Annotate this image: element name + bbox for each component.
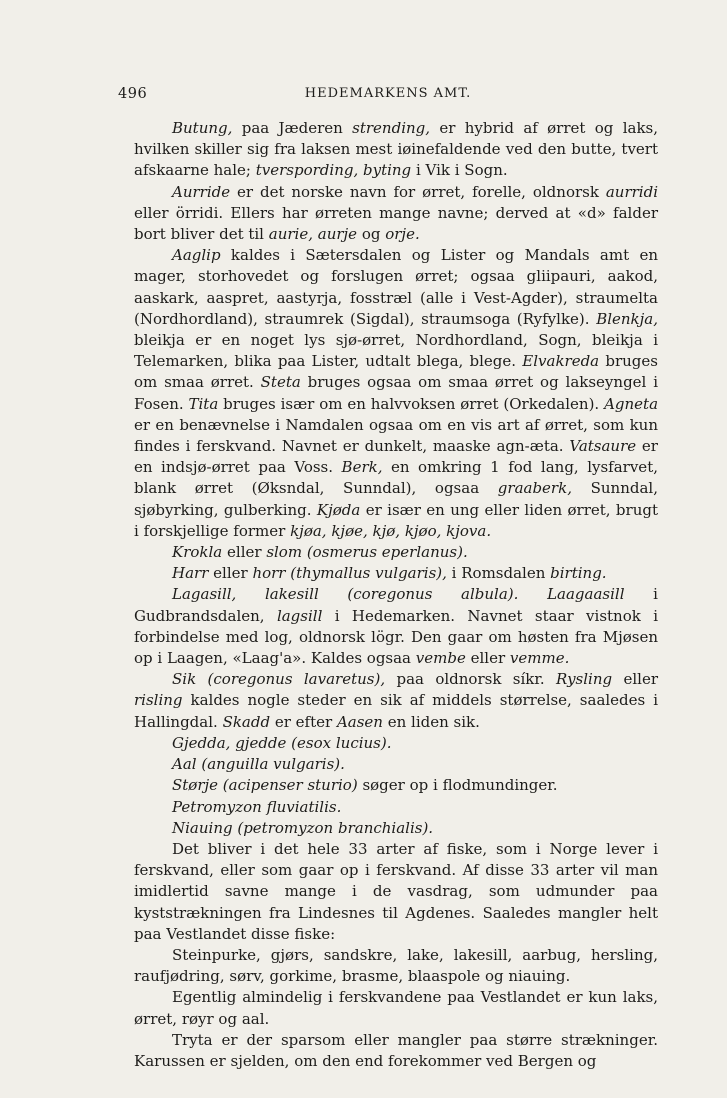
text-run: eller — [208, 564, 253, 583]
italic-term: risling — [134, 691, 183, 710]
paragraph — [134, 839, 658, 945]
italic-term: Kjøda — [316, 500, 361, 519]
italic-term: Niauing (petromyzon branchialis). — [172, 818, 434, 837]
italic-term: Berk, — [341, 458, 383, 477]
italic-term: vembe — [415, 649, 466, 668]
text-run: en omkring 1 fod lang, lysfarvet, blank ørret (Øksndal, Sunndal), ogsaa — [134, 458, 658, 498]
paragraph — [134, 987, 658, 1029]
paragraph — [134, 818, 658, 839]
italic-term: Steta — [260, 373, 301, 392]
italic-term: Agneta — [604, 394, 659, 413]
text-run: i Romsdalen — [446, 564, 551, 583]
italic-term: aurie, aurje — [268, 225, 358, 244]
paragraph — [134, 542, 658, 563]
paragraph — [134, 945, 658, 987]
italic-term: Størje (acipenser sturio) — [172, 776, 358, 795]
paragraph — [134, 584, 658, 669]
italic-term: Butung, — [172, 119, 233, 137]
text-run: i Hedemarken. Navnet staar vistnok i forbindelse med log, oldnorsk lögr. Den gaar om høsten fra Mjøsen op i Laagen, «Laag'a». Kaldes ogsaa — [134, 606, 658, 668]
running-title: HEDEMARKENS AMT. — [304, 86, 472, 101]
italic-term: orje. — [385, 225, 420, 244]
italic-term: Petromyzon fluviatilis. — [172, 797, 342, 816]
text-run: søger op i flodmundinger. — [357, 776, 558, 795]
italic-term: Harr — [172, 564, 209, 583]
italic-term: lagsill — [276, 606, 323, 625]
italic-term: Lagasill, lakesill (coregonus albula). — [172, 585, 519, 604]
text-run: kaldes i Sætersdalen og Lister og Mandals amt en mager, storhovedet og forslugen ørret; ogsaa gliipauri, aakod, aaskark, aaspret, aastyrja, fosstræl (alle i Vest-Agder), straumelta (Nordhordland), straumrek (Sigdal), straumsoga (Ryfylke). — [134, 246, 658, 328]
text-run: er en indsjø-ørret paa Voss. — [134, 437, 658, 477]
italic-term: Gjedda, gjedde (esox lucius). — [172, 733, 392, 752]
italic-term: Vatsaure — [569, 437, 637, 456]
text-run: Tryta er der sparsom eller mangler paa større strækninger. Karussen er sjelden, om den end forekommer ved Bergen og — [134, 1030, 658, 1070]
text-run: en liden sik. — [382, 712, 480, 731]
italic-term: Skadd — [222, 712, 271, 731]
italic-term: Blenkja, — [596, 309, 658, 328]
italic-term: strending, — [352, 119, 431, 137]
text-run: bruges ogsaa om smaa ørret og lakseyngel i Fosen. — [134, 373, 658, 413]
italic-term: tverspording, byting — [255, 161, 412, 180]
italic-term: birting. — [550, 564, 607, 583]
paragraph — [134, 797, 658, 818]
italic-term: kjøa, kjøe, kjø, kjøo, kjova. — [290, 521, 492, 540]
text-run: Egentlig almindelig i ferskvandene paa Vestlandet er kun laks, ørret, røyr og aal. — [134, 988, 658, 1028]
italic-term: Krokla — [172, 543, 223, 562]
text-run: eller örridi. Ellers har ørreten mange navne; derved at «d» falder bort bliver det til — [134, 203, 658, 244]
page-number: 496 — [118, 86, 148, 102]
text-run: i Vik i Sogn. — [411, 161, 508, 180]
italic-term: Aal (anguilla vulgaris). — [172, 755, 345, 774]
text-run: Steinpurke, gjørs, sandskre, lake, lakesill, aarbug, hersling, raufjødring, sørv, gorkime, brasme, blaaspole og niauing. — [134, 945, 658, 986]
text-run: er især en ung eller liden ørret, brugt i forskjellige former — [134, 500, 658, 540]
text-run: eller — [465, 649, 510, 668]
text-run: eller — [612, 670, 658, 689]
italic-term: Sik (coregonus lavaretus), — [172, 670, 386, 689]
text-run: er en benævnelse i Namdalen ogsaa om en vis art af ørret, som kun findes i ferskvand. Navnet er dunkelt, maaske agn-æta. — [134, 415, 658, 456]
paragraph — [134, 733, 658, 754]
paragraph — [134, 1030, 658, 1072]
paragraph — [134, 775, 658, 796]
paragraph — [134, 118, 658, 182]
text-run: er det norske navn for ørret, forelle, oldnorsk — [230, 182, 606, 201]
italic-term: Aasen — [336, 712, 383, 731]
text-run: er efter — [270, 712, 337, 731]
text-run — [518, 585, 547, 603]
italic-term: horr (thymallus vulgaris), — [252, 564, 447, 583]
paragraph — [134, 182, 658, 246]
text-run: Sunndal, sjøbyrking, gulberking. — [134, 479, 658, 519]
italic-term: Elvakreda — [522, 352, 600, 371]
text-run: er hybrid af ørret og laks, hvilken skiller sig fra laksen mest iøinefaldende ved den butte, tvert afskaarne hale; — [134, 119, 658, 180]
paragraph — [134, 563, 658, 584]
text-run: paa oldnorsk síkr. — [385, 670, 557, 689]
italic-term: slom (osmerus eperlanus). — [266, 543, 468, 562]
paragraph — [134, 245, 658, 542]
body-text — [134, 118, 658, 1072]
text-run: bruges især om en halvvoksen ørret (Orkedalen). — [218, 394, 605, 413]
text-run: bleikja er en noget lys sjø-ørret, Nordhordland, Sogn, bleikja i Telemarken, blika paa Lister, udtalt blega, blege. — [134, 331, 658, 371]
text-run: og — [357, 225, 386, 244]
italic-term: graaberk, — [497, 479, 572, 498]
italic-term: Rysling — [556, 670, 613, 689]
text-run: Det bliver i det hele 33 arter af fiske, som i Norge lever i ferskvand, eller som gaar op i ferskvand. Af disse 33 arter vil man imidlertid savne mange i de vasdrag, som udmunder paa kyststrækningen fra Lindesnes til Agdenes. Saaledes mangler helt paa Vestlandet disse fiske: — [134, 839, 658, 943]
italic-term: vemme. — [509, 649, 570, 668]
italic-term: Tita — [188, 394, 219, 413]
text-run: eller — [222, 543, 267, 562]
italic-term: aurridi — [605, 182, 658, 201]
text-run: paa Jæderen — [232, 119, 353, 137]
italic-term: Laagaasill — [547, 585, 625, 604]
italic-term: Aaglip — [172, 246, 221, 265]
italic-term: Aurride — [172, 182, 231, 201]
paragraph — [134, 754, 658, 775]
text-run: i Gudbrandsdalen, — [134, 585, 658, 625]
paragraph — [134, 669, 658, 733]
text-run: kaldes nogle steder en sik af middels størrelse, saaledes i Hallingdal. — [134, 691, 658, 731]
text-run: bruges om smaa ørret. — [134, 352, 658, 392]
